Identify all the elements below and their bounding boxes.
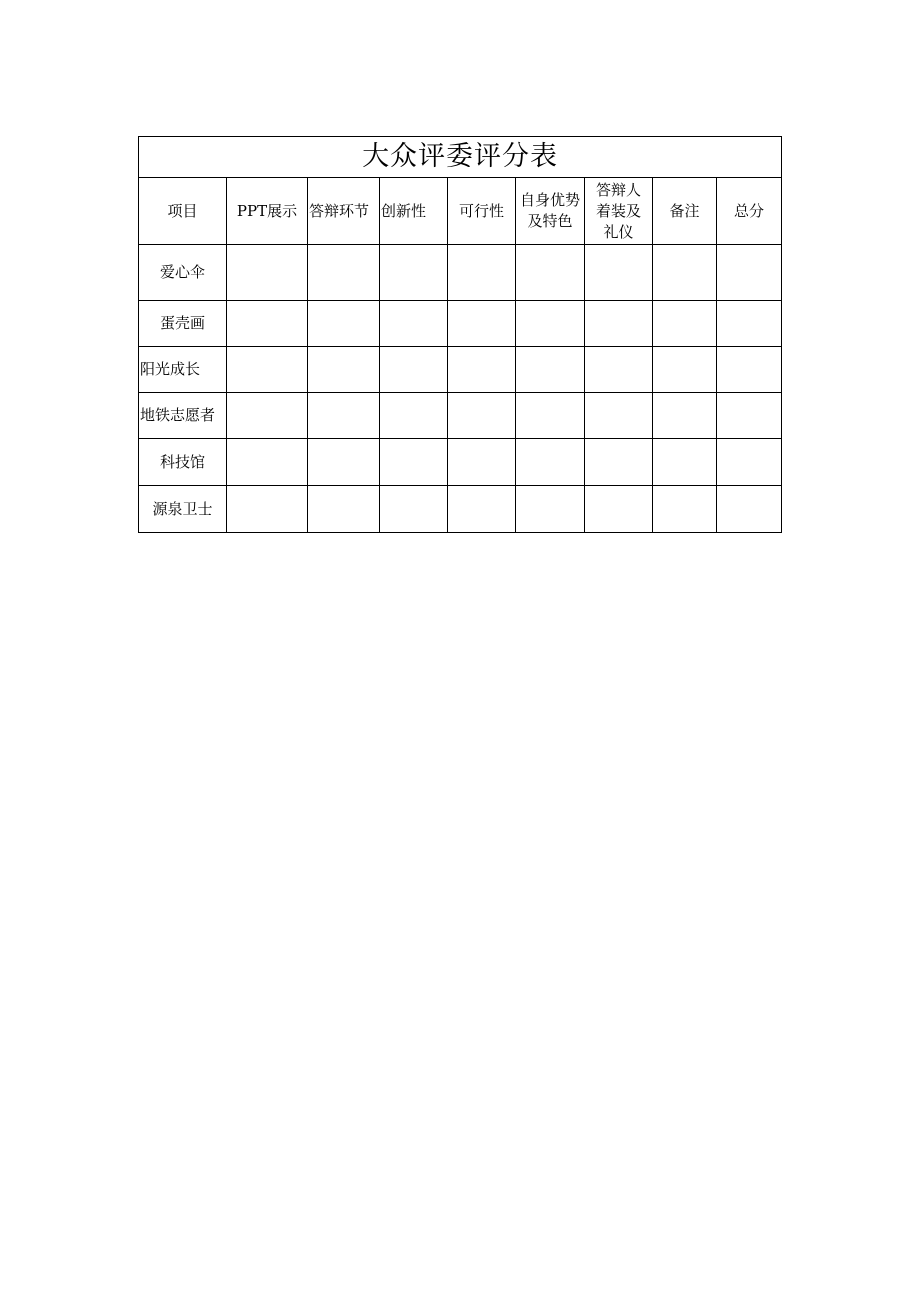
advantages-score-cell[interactable]: [516, 301, 585, 347]
defense-score-cell[interactable]: [308, 301, 380, 347]
innovation-score-cell[interactable]: [380, 486, 448, 533]
feasibility-score-cell[interactable]: [448, 245, 516, 301]
attire-score-cell[interactable]: [585, 347, 653, 393]
total-score-cell[interactable]: [717, 301, 782, 347]
table-row: [139, 486, 782, 533]
remarks-cell[interactable]: [653, 347, 717, 393]
total-score-cell[interactable]: [717, 347, 782, 393]
project-name: 源泉卫士: [139, 486, 227, 533]
table-row: [139, 301, 782, 347]
total-score-cell[interactable]: [717, 393, 782, 439]
feasibility-score-cell[interactable]: [448, 439, 516, 486]
total-score-cell[interactable]: [717, 245, 782, 301]
feasibility-score-cell[interactable]: [448, 347, 516, 393]
table-title: 大众评委评分表: [139, 137, 782, 178]
innovation-score-cell[interactable]: [380, 301, 448, 347]
attire-score-cell[interactable]: [585, 486, 653, 533]
feasibility-score-cell[interactable]: [448, 393, 516, 439]
ppt-score-cell[interactable]: [227, 393, 308, 439]
defense-score-cell[interactable]: [308, 439, 380, 486]
advantages-score-cell[interactable]: [516, 347, 585, 393]
project-name: 阳光成长: [139, 347, 227, 393]
table-row: [139, 245, 782, 301]
total-score-cell[interactable]: [717, 439, 782, 486]
header-feasibility: 可行性: [448, 178, 516, 245]
table-row: [139, 439, 782, 486]
ppt-score-cell[interactable]: [227, 486, 308, 533]
ppt-score-cell[interactable]: [227, 347, 308, 393]
ppt-score-cell[interactable]: [227, 439, 308, 486]
header-innovation: 创新性: [380, 178, 448, 245]
defense-score-cell[interactable]: [308, 486, 380, 533]
advantages-score-cell[interactable]: [516, 439, 585, 486]
total-score-cell[interactable]: [717, 486, 782, 533]
project-name: 爱心伞: [139, 245, 227, 301]
table-row: [139, 393, 782, 439]
judge-score-table: [138, 136, 782, 533]
feasibility-score-cell[interactable]: [448, 486, 516, 533]
score-sheet: [138, 136, 782, 533]
attire-score-cell[interactable]: [585, 393, 653, 439]
title-row: [139, 137, 782, 178]
advantages-score-cell[interactable]: [516, 486, 585, 533]
attire-score-cell[interactable]: [585, 245, 653, 301]
header-advantages: 自身优势及特色: [516, 178, 585, 245]
header-attire: 答辩人着装及礼仪: [585, 178, 653, 245]
remarks-cell[interactable]: [653, 301, 717, 347]
project-name: 地铁志愿者: [139, 393, 227, 439]
advantages-score-cell[interactable]: [516, 245, 585, 301]
header-defense: 答辩环节: [308, 178, 380, 245]
defense-score-cell[interactable]: [308, 393, 380, 439]
ppt-score-cell[interactable]: [227, 301, 308, 347]
innovation-score-cell[interactable]: [380, 393, 448, 439]
innovation-score-cell[interactable]: [380, 245, 448, 301]
header-total: 总分: [717, 178, 782, 245]
header-remarks: 备注: [653, 178, 717, 245]
ppt-score-cell[interactable]: [227, 245, 308, 301]
project-name: 蛋壳画: [139, 301, 227, 347]
remarks-cell[interactable]: [653, 486, 717, 533]
defense-score-cell[interactable]: [308, 245, 380, 301]
feasibility-score-cell[interactable]: [448, 301, 516, 347]
remarks-cell[interactable]: [653, 245, 717, 301]
attire-score-cell[interactable]: [585, 301, 653, 347]
attire-score-cell[interactable]: [585, 439, 653, 486]
header-row: [139, 178, 782, 245]
remarks-cell[interactable]: [653, 439, 717, 486]
innovation-score-cell[interactable]: [380, 347, 448, 393]
remarks-cell[interactable]: [653, 393, 717, 439]
header-ppt: PPT展示: [227, 178, 308, 245]
defense-score-cell[interactable]: [308, 347, 380, 393]
innovation-score-cell[interactable]: [380, 439, 448, 486]
advantages-score-cell[interactable]: [516, 393, 585, 439]
table-row: [139, 347, 782, 393]
header-item: 项目: [139, 178, 227, 245]
project-name: 科技馆: [139, 439, 227, 486]
